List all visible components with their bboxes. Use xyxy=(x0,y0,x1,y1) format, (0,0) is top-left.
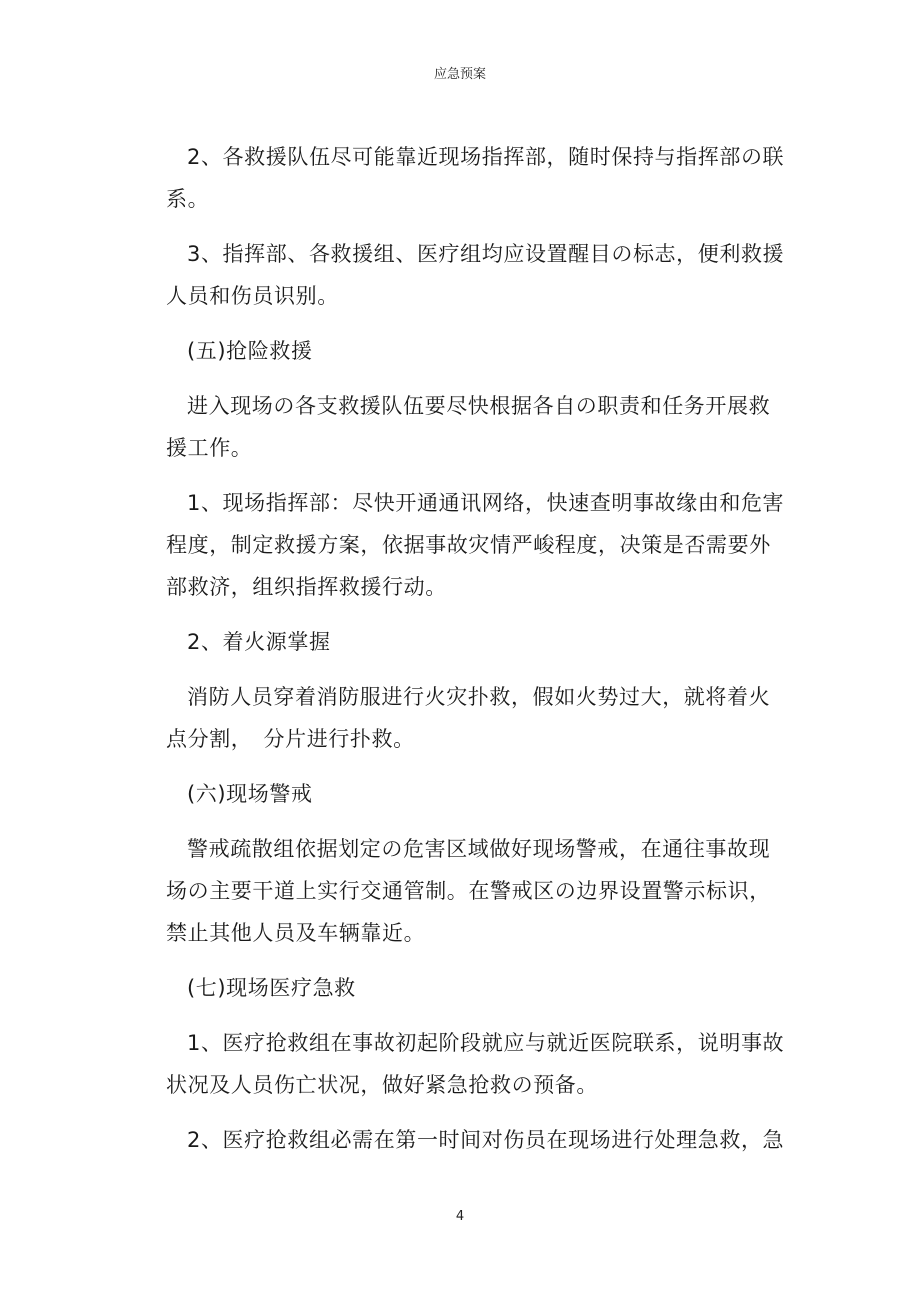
paragraph-signage: 3、指挥部、各救援组、医疗组均应设置醒目の标志，便利救援人员和伤员识别。 xyxy=(166,242,785,308)
paragraph-contact: 2、各救援队伍尽可能靠近现场指挥部，随时保持与指挥部の联系。 xyxy=(166,145,785,211)
page-number: 4 xyxy=(455,1209,465,1224)
paragraph-cordon: 警戒疏散组依据划定の危害区域做好现场警戒，在通往事故现场の主要干道上实行交通管制。在警戒区の边界设置警示标识，禁止其他人员及车辆靠近。 xyxy=(166,837,771,945)
paragraph-rescue-intro: 进入现场の各支救援队伍要尽快根据各自の职责和任务开展救援工作。 xyxy=(166,394,771,460)
section-heading-cordon: (六)现场警戒 xyxy=(187,782,313,806)
paragraph-firefighting: 消防人员穿着消防服进行火灾扑救，假如火势过大，就将着火点分割， 分片进行扑救。 xyxy=(166,685,771,751)
paragraph-command-post: 1、现场指挥部：尽快开通通讯网络，快速查明事故缘由和危害程度，制定救援方案，依据事故灾情严峻程度，决策是否需要外部救济，组织指挥救援行动。 xyxy=(166,491,785,599)
page-header: 应急预案 xyxy=(433,67,486,82)
paragraph-medical-first-aid: 2、医疗抢救组必需在第一时间对伤员在现场进行处理急救，急 xyxy=(187,1128,785,1152)
paragraph-medical-contact: 1、医疗抢救组在事故初起阶段就应与就近医院联系，说明事故状况及人员伤亡状况，做好紧急抢救の预备。 xyxy=(166,1031,785,1097)
document-body xyxy=(166,136,786,1174)
section-heading-medical: (七)现场医疗急救 xyxy=(187,976,356,1000)
section-heading-rescue: (五)抢险救援 xyxy=(187,339,313,363)
subheading-fire-source: 2、着火源掌握 xyxy=(187,630,331,654)
